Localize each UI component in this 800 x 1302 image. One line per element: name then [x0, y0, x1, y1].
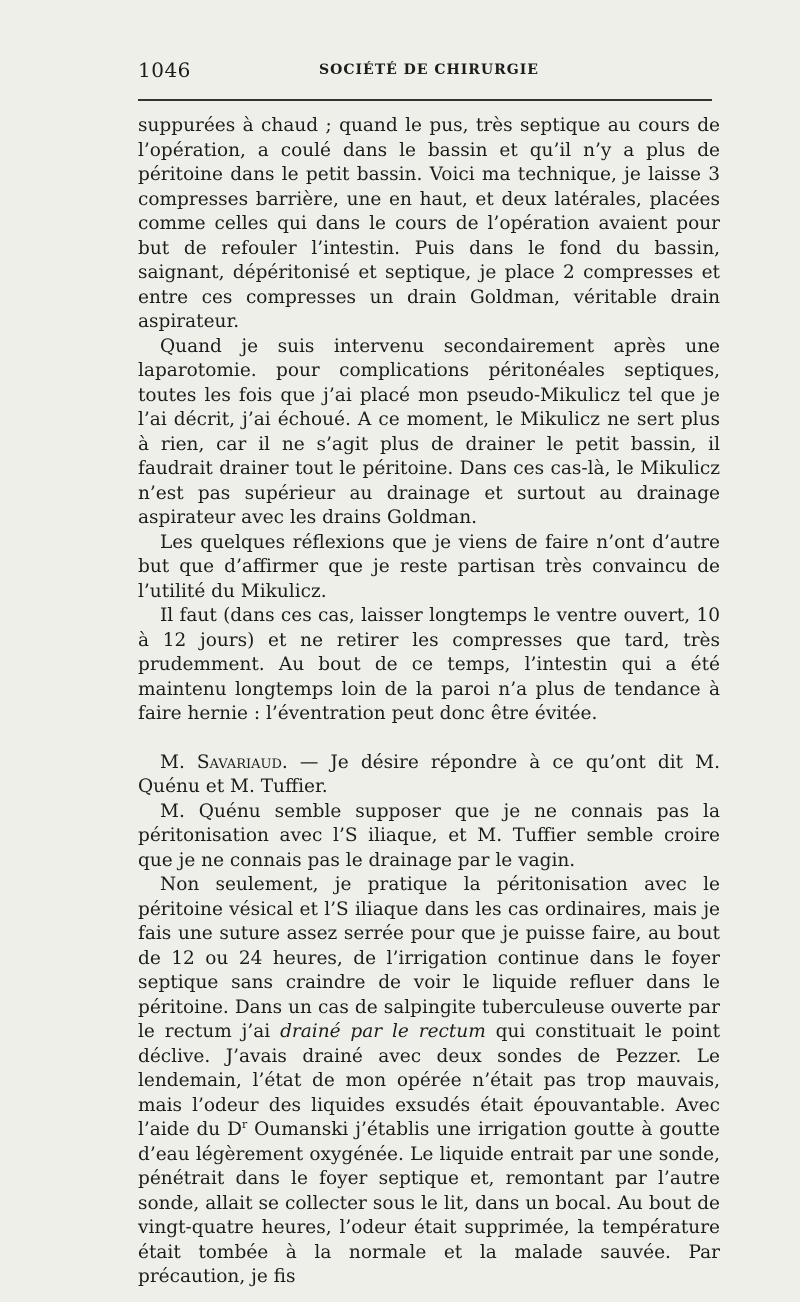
paragraph: Il faut (dans ces cas, laisser longtemps le ventre ouvert, 10 à 12 jours) et ne retirer les compresses que tard, très prudemment. Au bout de ce temps, l’intestin qui a été maintenu longtemps loin de la paroi n’a plus de tendance à faire hernie : l’éventration peut donc être évitée. [138, 605, 720, 724]
italic-run: drainé par le rectum [280, 1021, 486, 1042]
text-run: Oumanski j’établis une irrigation goutte à goutte d’eau légèrement oxygénée. Le liquide entrait par une sonde, pénétrait dans le foyer septique et, remontant par l’autre sonde, allait se collecter sous le lit, dans un bocal. Au bout de vingt-quatre heures, l’odeur était supprimée, la température était tombée à la normale et la malade sauvée. Par précaution, je fis [138, 1119, 720, 1287]
paragraph [138, 873, 720, 1290]
page-number: 1046 [138, 58, 191, 82]
speaker-text: — Je désire répondre à ce qu’ont dit M. Quénu et M. Tuffier. [138, 751, 720, 797]
paragraph: suppurées à chaud ; quand le pus, très septique au cours de l’opération, a coulé dans le bassin et qu’il n’y a plus de péritoine dans le petit bassin. Voici ma technique, je laisse 3 compresses barrière, une en haut, et deux latérales, placées comme celles qui dans le cours de l’opération avaient pour but de refouler l’intestin. Puis dans le fond du bassin, saignant, dépéritonisé et septique, je place 2 compresses et entre ces compresses un drain Goldman, véritable drain aspirateur. [138, 115, 720, 332]
paragraph: Quand je suis intervenu secondairement après une laparotomie. pour complications péritonéales septiques, toutes les fois que j’ai placé mon pseudo-Mikulicz tel que je l’ai décrit, j’ai échoué. A ce moment, le Mikulicz ne sert plus à rien, car il ne s’agit plus de drainer le petit bassin, il faudrait drainer tout le péritoine. Dans ces cas-là, le Mikulicz n’est pas supérieur au drainage et surtout au drainage aspirateur avec les drains Goldman. [138, 335, 720, 528]
speaker-name: M. Savariaud. [160, 751, 288, 773]
text-run: qui constituait le point déclive. J’avais drainé avec deux sondes de Pezzer. Le lendemain, l’état de mon opérée n’était pas trop mauvais, mais l’odeur des liquides exsudés était épouvantable. Avec l’aide du D [138, 1021, 721, 1140]
text-run: Non seulement, je pratique la péritonisation avec le péritoine vésical et l’S iliaque dans les cas ordinaires, mais je fais une suture assez serrée pour que je puisse faire, au bout de 12 ou 24 heures, de l’irrigation continue dans le foyer septique sans craindre de voir le liquide refluer dans le péritoine. Dans un cas de salpingite tuberculeuse ouverte par le rectum j’ai [138, 874, 720, 1042]
running-title: SOCIÉTÉ DE CHIRURGIE [319, 62, 539, 78]
paragraph: M. Quénu semble supposer que je ne connais pas la péritonisation avec l’S iliaque, et M. Tuffier semble croire que je ne connais pas le drainage par le vagin. [138, 800, 720, 871]
superscript: r [241, 1117, 248, 1131]
header-rule [138, 99, 712, 101]
page-header [138, 58, 720, 88]
speaker-paragraph [138, 751, 720, 800]
body-text [138, 114, 720, 1290]
paragraph: Les quelques réflexions que je viens de faire n’ont d’autre but que d’affirmer que je reste partisan très convaincu de l’utilité du Mikulicz. [138, 531, 720, 602]
